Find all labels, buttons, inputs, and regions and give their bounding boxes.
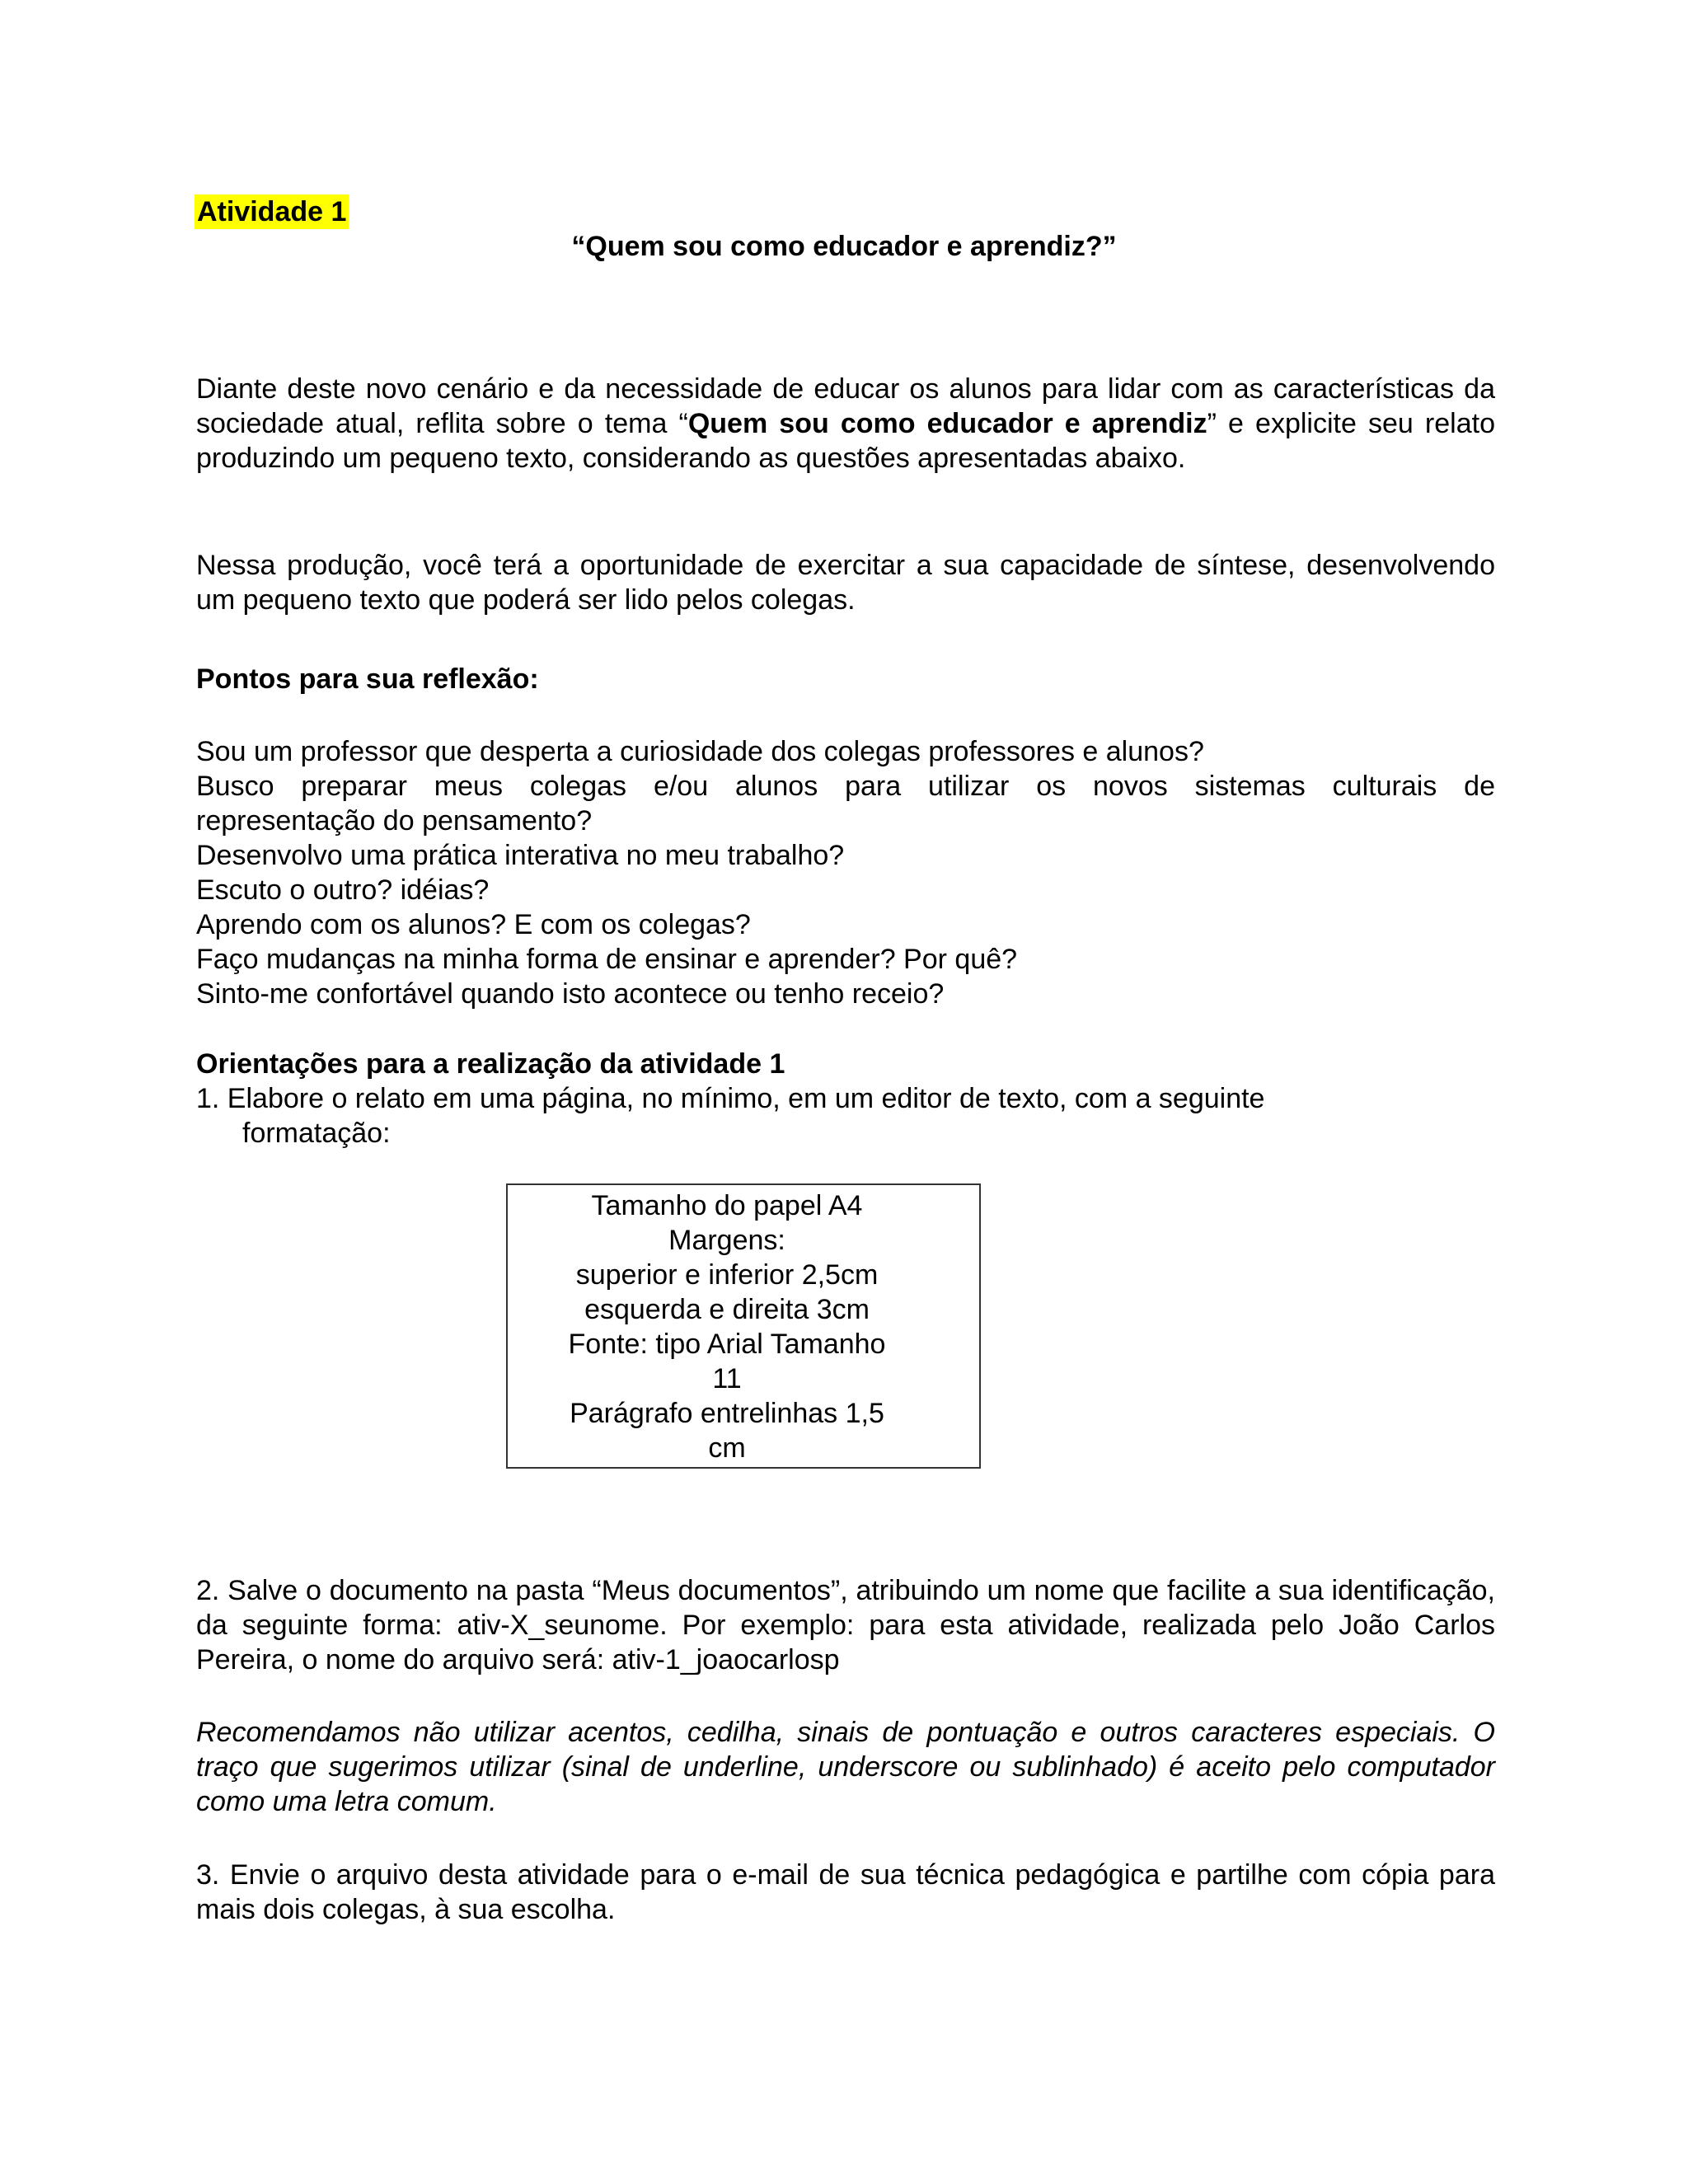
format-font: Fonte: tipo Arial Tamanho [568, 1329, 886, 1360]
format-margins-horizontal: esquerda e direita 3cm [584, 1294, 870, 1325]
document-title: “Quem sou como educador e aprendiz?” [571, 231, 1117, 262]
recommendation-note: Recomendamos não utilizar acentos, cedilha, sinais de pontuação e outros caracteres especiais. O traço que sugerimos utilizar (sinal de underline, underscore ou sublinhado) é aceito pelo computador como uma letra comum. [196, 1717, 1495, 1817]
reflection-question-continuation: representação do pensamento? [196, 805, 593, 837]
reflection-question: Busco preparar meus colegas e/ou alunos para utilizar os novos sistemas culturais de [196, 771, 1495, 802]
reflection-questions [196, 734, 1495, 1011]
format-font-size: 11 [712, 1363, 742, 1394]
format-margins-label: Margens: [668, 1225, 785, 1256]
guidelines-heading: Orientações para a realização da atividade 1 [196, 1048, 785, 1080]
guideline-item-2: 2. Salve o documento na pasta “Meus documentos”, atribuindo um nome que facilite a sua identificação, da seguinte forma: ativ-X_seunome. Por exemplo: para esta atividade, realizada pelo João Carlos Pereira, o nome do arquivo será: ativ-1_joaocarlosp [196, 1575, 1495, 1675]
reflection-question: Sou um professor que desperta a curiosidade dos colegas professores e alunos? [196, 736, 1204, 767]
intro-theme-bold: Quem sou como educador e aprendiz [687, 408, 1207, 439]
guideline-item-1-continuation: formatação: [242, 1118, 391, 1149]
format-margins-vertical: superior e inferior 2,5cm [575, 1259, 879, 1291]
format-spec-box [506, 1183, 981, 1469]
reflection-question: Aprendo com os alunos? E com os colegas? [196, 909, 751, 940]
reflection-question: Desenvolvo uma prática interativa no meu trabalho? [196, 840, 845, 871]
guideline-item-3: 3. Envie o arquivo desta atividade para o e-mail de sua técnica pedagógica e partilhe com cópia para mais dois colegas, à sua escolha. [196, 1859, 1495, 1925]
reflection-heading: Pontos para sua reflexão: [196, 663, 539, 695]
reflection-question: Sinto-me confortável quando isto acontece ou tenho receio? [196, 978, 945, 1010]
intro-text-start: Diante deste novo cenário e da necessidade de educar os alunos para lidar com as características da sociedade atual, reflita sobre o tema “ [196, 373, 1495, 439]
synthesis-paragraph: Nessa produção, você terá a oportunidade de exercitar a sua capacidade de síntese, desenvolvendo um pequeno texto que poderá ser lido pelos colegas. [196, 550, 1495, 616]
intro-text-end: ” e explicite seu relato produzindo um pequeno texto, considerando as questões apresentadas abaixo. [196, 408, 1495, 474]
format-paper-size: Tamanho do papel A4 [591, 1190, 863, 1221]
format-line-spacing-unit: cm [708, 1432, 746, 1464]
reflection-question: Faço mudanças na minha forma de ensinar e aprender? Por quê? [196, 944, 1018, 975]
activity-tag: Atividade 1 [195, 194, 349, 229]
guideline-item-1 [196, 1081, 1495, 1151]
reflection-question: Escuto o outro? idéias? [196, 874, 490, 906]
intro-paragraph [196, 372, 1495, 476]
guideline-item-1-text: 1. Elabore o relato em uma página, no mínimo, em um editor de texto, com a seguinte [196, 1083, 1265, 1114]
format-line-spacing: Parágrafo entrelinhas 1,5 [570, 1398, 884, 1429]
